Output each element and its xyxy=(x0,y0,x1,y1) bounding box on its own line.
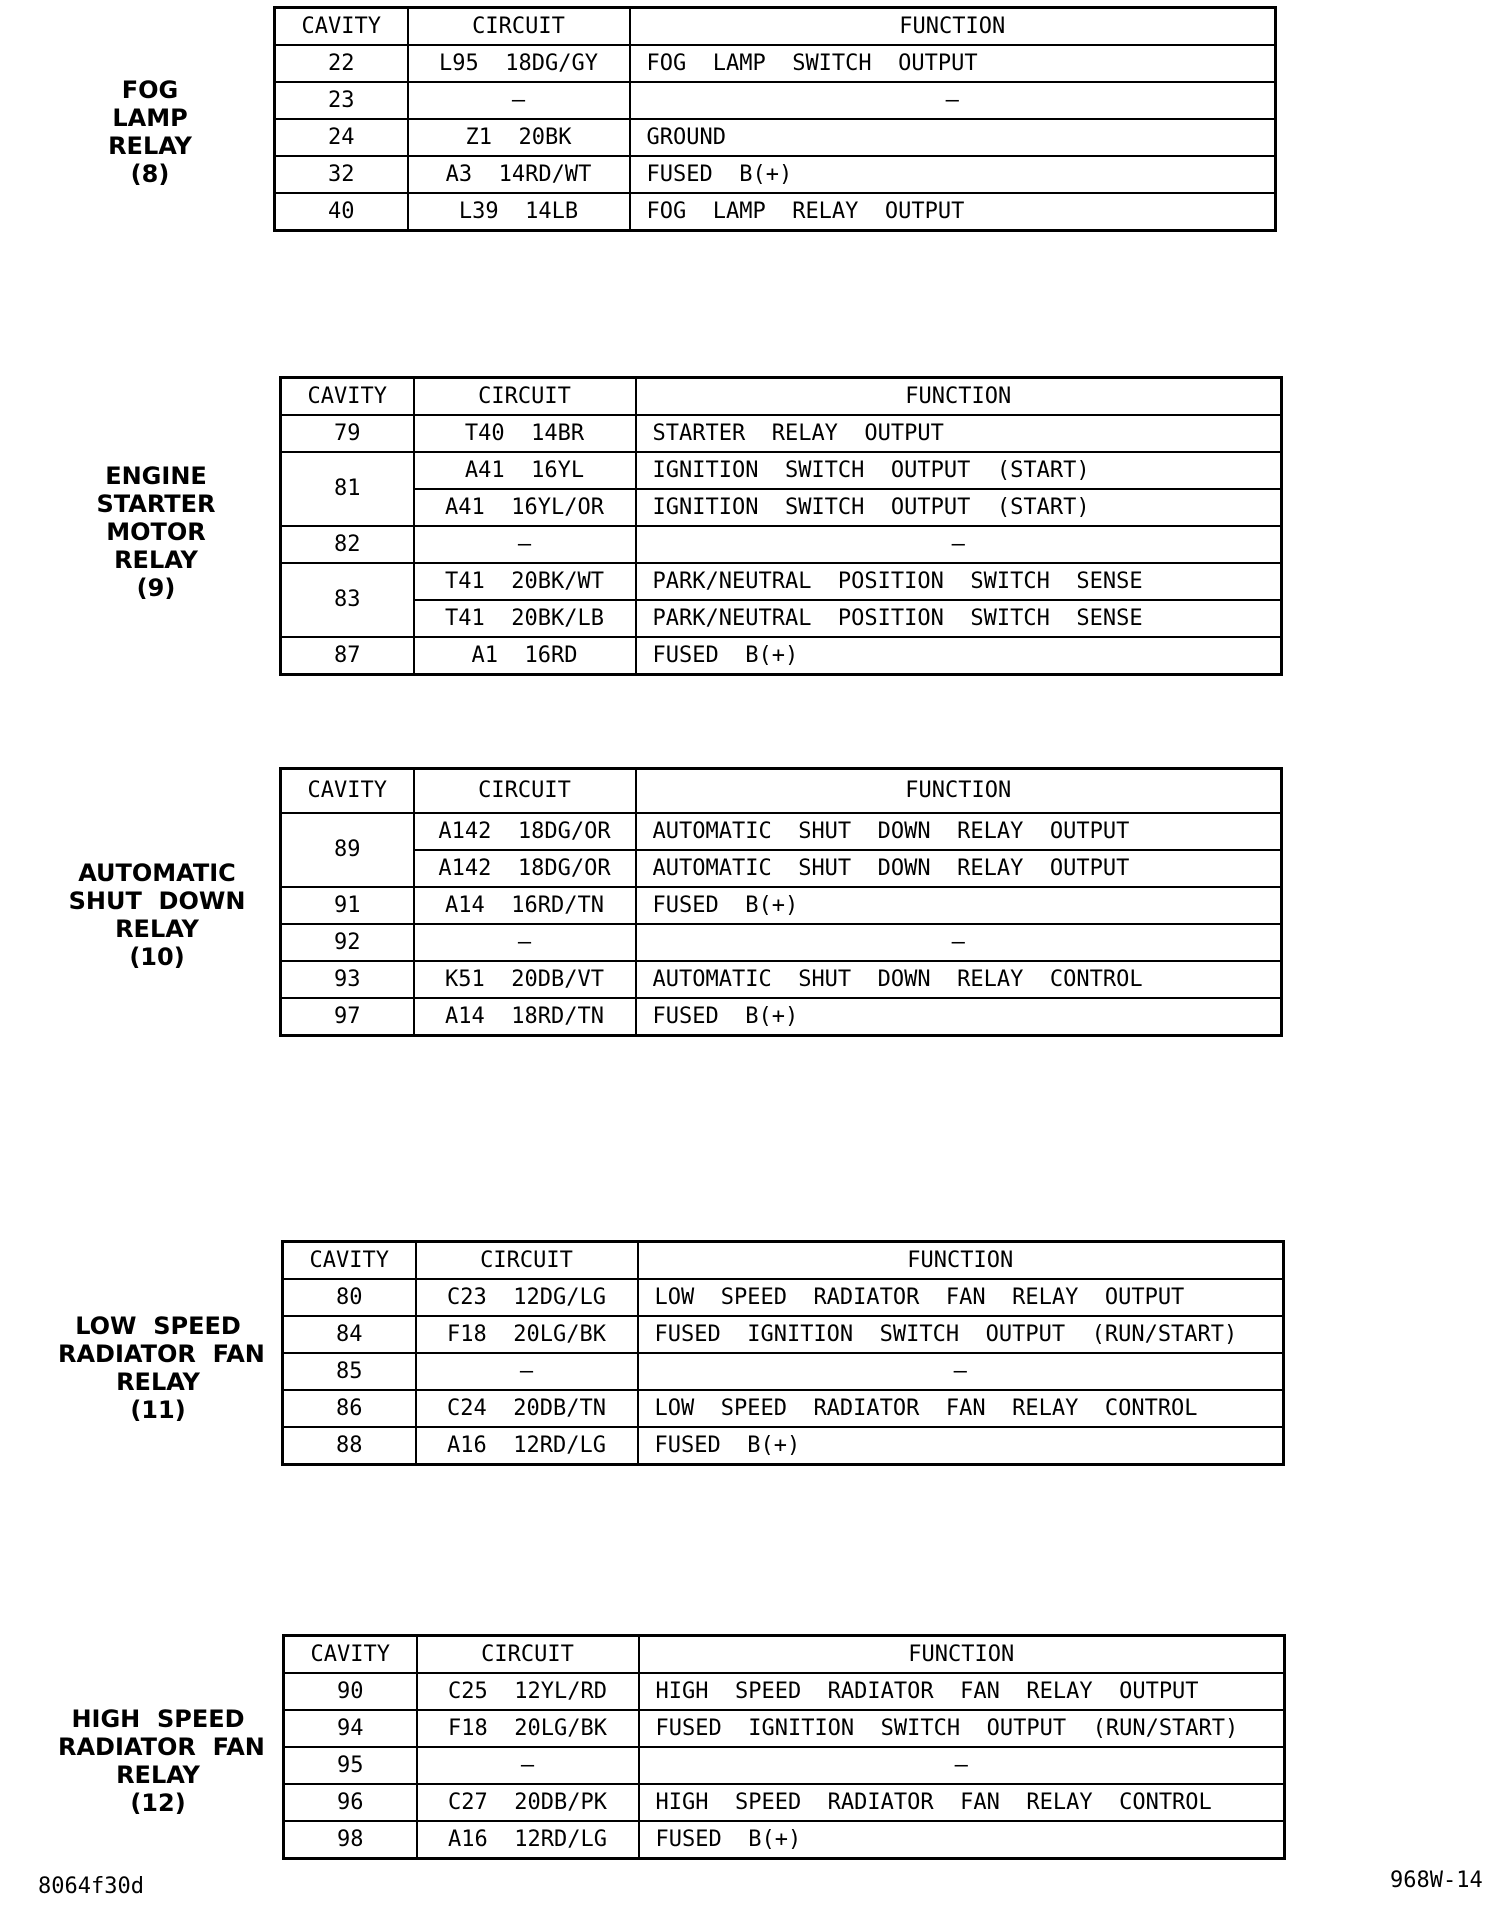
function-cell: FOG LAMP RELAY OUTPUT xyxy=(630,193,1276,231)
label-line: RELAY xyxy=(116,1761,200,1789)
function-cell: FOG LAMP SWITCH OUTPUT xyxy=(630,45,1276,82)
table-row xyxy=(283,1427,1284,1465)
section-label-automatic-shut-down-relay xyxy=(57,859,257,971)
figure-id-right: 968W-14 xyxy=(1390,1868,1483,1893)
cavity-cell: 95 xyxy=(284,1747,417,1784)
table-row xyxy=(284,1821,1285,1859)
function-cell: GROUND xyxy=(630,119,1276,156)
table-header-row xyxy=(283,1242,1284,1280)
function-cell: FUSED B(+) xyxy=(636,637,1282,675)
label-line: STARTER xyxy=(96,490,216,518)
function-cell: – xyxy=(636,526,1282,563)
header-cavity: CAVITY xyxy=(281,378,414,416)
table-row xyxy=(281,415,1282,452)
table-row xyxy=(275,156,1276,193)
cavity-cell: 85 xyxy=(283,1353,416,1390)
table-header-row xyxy=(281,769,1282,814)
circuit-cell: – xyxy=(416,1353,638,1390)
label-line: RADIATOR FAN xyxy=(58,1733,265,1761)
circuit-cell: A16 12RD/LG xyxy=(416,1427,638,1465)
circuit-cell: F18 20LG/BK xyxy=(416,1316,638,1353)
cavity-cell: 24 xyxy=(275,119,408,156)
function-cell: FUSED B(+) xyxy=(639,1821,1285,1859)
table-row xyxy=(283,1353,1284,1390)
pinout-table-high-speed-radiator-fan-relay xyxy=(282,1634,1286,1860)
cavity-cell: 79 xyxy=(281,415,414,452)
function-cell: FUSED B(+) xyxy=(638,1427,1284,1465)
circuit-cell: A14 18RD/TN xyxy=(414,998,636,1036)
circuit-cell: A3 14RD/WT xyxy=(408,156,630,193)
table-row xyxy=(284,1673,1285,1710)
function-cell: PARK/NEUTRAL POSITION SWITCH SENSE xyxy=(636,563,1282,600)
circuit-cell: A14 16RD/TN xyxy=(414,887,636,924)
table-row xyxy=(281,452,1282,489)
header-function: FUNCTION xyxy=(630,8,1276,46)
function-cell: AUTOMATIC SHUT DOWN RELAY CONTROL xyxy=(636,961,1282,998)
circuit-cell: A16 12RD/LG xyxy=(417,1821,639,1859)
cavity-cell: 32 xyxy=(275,156,408,193)
label-line: (8) xyxy=(130,160,170,188)
label-line: RELAY xyxy=(114,546,198,574)
table-row xyxy=(281,998,1282,1036)
label-line: RELAY xyxy=(108,132,192,160)
circuit-cell: – xyxy=(414,526,636,563)
label-line: SHUT DOWN xyxy=(68,887,246,915)
table-header-row xyxy=(284,1636,1285,1674)
table-row xyxy=(281,563,1282,600)
pinout-table-automatic-shut-down-relay xyxy=(279,767,1283,1037)
table-header-row xyxy=(281,378,1282,416)
table-row xyxy=(281,600,1282,637)
circuit-cell: A41 16YL xyxy=(414,452,636,489)
function-cell: – xyxy=(639,1747,1285,1784)
circuit-cell: F18 20LG/BK xyxy=(417,1710,639,1747)
cavity-cell: 87 xyxy=(281,637,414,675)
table-row xyxy=(281,637,1282,675)
circuit-cell: C24 20DB/TN xyxy=(416,1390,638,1427)
table-row xyxy=(281,961,1282,998)
header-circuit: CIRCUIT xyxy=(417,1636,639,1674)
header-cavity: CAVITY xyxy=(281,769,414,814)
section-label-engine-starter-motor-relay xyxy=(56,462,256,602)
circuit-cell: T40 14BR xyxy=(414,415,636,452)
cavity-cell: 92 xyxy=(281,924,414,961)
table-row xyxy=(281,850,1282,887)
figure-id-left: 8064f30d xyxy=(38,1874,144,1899)
circuit-cell: A142 18DG/OR xyxy=(414,813,636,850)
cavity-cell: 80 xyxy=(283,1279,416,1316)
label-line: (12) xyxy=(130,1789,186,1817)
header-circuit: CIRCUIT xyxy=(414,378,636,416)
label-line: RELAY xyxy=(116,1368,200,1396)
table-row xyxy=(275,82,1276,119)
circuit-cell: K51 20DB/VT xyxy=(414,961,636,998)
circuit-cell: L95 18DG/GY xyxy=(408,45,630,82)
cavity-cell: 88 xyxy=(283,1427,416,1465)
header-cavity: CAVITY xyxy=(275,8,408,46)
header-circuit: CIRCUIT xyxy=(414,769,636,814)
cavity-cell: 89 xyxy=(281,813,414,887)
function-cell: HIGH SPEED RADIATOR FAN RELAY OUTPUT xyxy=(639,1673,1285,1710)
function-cell: IGNITION SWITCH OUTPUT (START) xyxy=(636,452,1282,489)
header-function: FUNCTION xyxy=(636,378,1282,416)
cavity-cell: 83 xyxy=(281,563,414,637)
label-line: (10) xyxy=(129,943,185,971)
cavity-cell: 84 xyxy=(283,1316,416,1353)
function-cell: – xyxy=(630,82,1276,119)
circuit-cell: T41 20BK/LB xyxy=(414,600,636,637)
label-line: MOTOR xyxy=(106,518,206,546)
circuit-cell: – xyxy=(417,1747,639,1784)
label-line: (9) xyxy=(136,574,176,602)
cavity-cell: 94 xyxy=(284,1710,417,1747)
label-line: (11) xyxy=(130,1396,186,1424)
table-row xyxy=(284,1747,1285,1784)
circuit-cell: A41 16YL/OR xyxy=(414,489,636,526)
label-line: LOW SPEED xyxy=(75,1312,241,1340)
table-row xyxy=(281,924,1282,961)
function-cell: – xyxy=(636,924,1282,961)
circuit-cell: T41 20BK/WT xyxy=(414,563,636,600)
circuit-cell: L39 14LB xyxy=(408,193,630,231)
cavity-cell: 96 xyxy=(284,1784,417,1821)
cavity-cell: 90 xyxy=(284,1673,417,1710)
circuit-cell: A142 18DG/OR xyxy=(414,850,636,887)
section-label-high-speed-radiator-fan-relay xyxy=(58,1705,265,1817)
header-function: FUNCTION xyxy=(639,1636,1285,1674)
table-row xyxy=(283,1279,1284,1316)
header-cavity: CAVITY xyxy=(283,1242,416,1280)
label-line: LAMP xyxy=(112,104,188,132)
label-line: ENGINE xyxy=(105,462,207,490)
cavity-cell: 93 xyxy=(281,961,414,998)
table-row xyxy=(275,45,1276,82)
function-cell: FUSED B(+) xyxy=(636,887,1282,924)
circuit-cell: – xyxy=(408,82,630,119)
function-cell: STARTER RELAY OUTPUT xyxy=(636,415,1282,452)
table-header-row xyxy=(275,8,1276,46)
function-cell: – xyxy=(638,1353,1284,1390)
circuit-cell: C25 12YL/RD xyxy=(417,1673,639,1710)
label-line: AUTOMATIC xyxy=(78,859,236,887)
pinout-table-low-speed-radiator-fan-relay xyxy=(281,1240,1285,1466)
pinout-table-fog-lamp-relay xyxy=(273,6,1277,232)
table-row xyxy=(281,489,1282,526)
header-circuit: CIRCUIT xyxy=(408,8,630,46)
table-row xyxy=(281,526,1282,563)
function-cell: IGNITION SWITCH OUTPUT (START) xyxy=(636,489,1282,526)
circuit-cell: C27 20DB/PK xyxy=(417,1784,639,1821)
cavity-cell: 23 xyxy=(275,82,408,119)
table-row xyxy=(283,1316,1284,1353)
label-line: RADIATOR FAN xyxy=(58,1340,265,1368)
section-label-fog-lamp-relay xyxy=(50,76,250,188)
cavity-cell: 86 xyxy=(283,1390,416,1427)
cavity-cell: 22 xyxy=(275,45,408,82)
circuit-cell: Z1 20BK xyxy=(408,119,630,156)
header-function: FUNCTION xyxy=(636,769,1282,814)
table-row xyxy=(284,1784,1285,1821)
function-cell: LOW SPEED RADIATOR FAN RELAY OUTPUT xyxy=(638,1279,1284,1316)
table-row xyxy=(284,1710,1285,1747)
function-cell: FUSED IGNITION SWITCH OUTPUT (RUN/START) xyxy=(638,1316,1284,1353)
table-row xyxy=(283,1390,1284,1427)
function-cell: AUTOMATIC SHUT DOWN RELAY OUTPUT xyxy=(636,813,1282,850)
function-cell: LOW SPEED RADIATOR FAN RELAY CONTROL xyxy=(638,1390,1284,1427)
cavity-cell: 97 xyxy=(281,998,414,1036)
cavity-cell: 98 xyxy=(284,1821,417,1859)
cavity-cell: 91 xyxy=(281,887,414,924)
cavity-cell: 82 xyxy=(281,526,414,563)
function-cell: FUSED B(+) xyxy=(636,998,1282,1036)
circuit-cell: A1 16RD xyxy=(414,637,636,675)
table-row xyxy=(275,193,1276,231)
function-cell: PARK/NEUTRAL POSITION SWITCH SENSE xyxy=(636,600,1282,637)
circuit-cell: C23 12DG/LG xyxy=(416,1279,638,1316)
pinout-table-engine-starter-motor-relay xyxy=(279,376,1283,676)
circuit-cell: – xyxy=(414,924,636,961)
header-cavity: CAVITY xyxy=(284,1636,417,1674)
function-cell: HIGH SPEED RADIATOR FAN RELAY CONTROL xyxy=(639,1784,1285,1821)
table-row xyxy=(281,887,1282,924)
function-cell: AUTOMATIC SHUT DOWN RELAY OUTPUT xyxy=(636,850,1282,887)
label-line: RELAY xyxy=(115,915,199,943)
function-cell: FUSED B(+) xyxy=(630,156,1276,193)
header-circuit: CIRCUIT xyxy=(416,1242,638,1280)
section-label-low-speed-radiator-fan-relay xyxy=(58,1312,265,1424)
label-line: HIGH SPEED xyxy=(71,1705,245,1733)
table-row xyxy=(275,119,1276,156)
table-row xyxy=(281,813,1282,850)
header-function: FUNCTION xyxy=(638,1242,1284,1280)
function-cell: FUSED IGNITION SWITCH OUTPUT (RUN/START) xyxy=(639,1710,1285,1747)
cavity-cell: 40 xyxy=(275,193,408,231)
label-line: FOG xyxy=(121,76,179,104)
cavity-cell: 81 xyxy=(281,452,414,526)
